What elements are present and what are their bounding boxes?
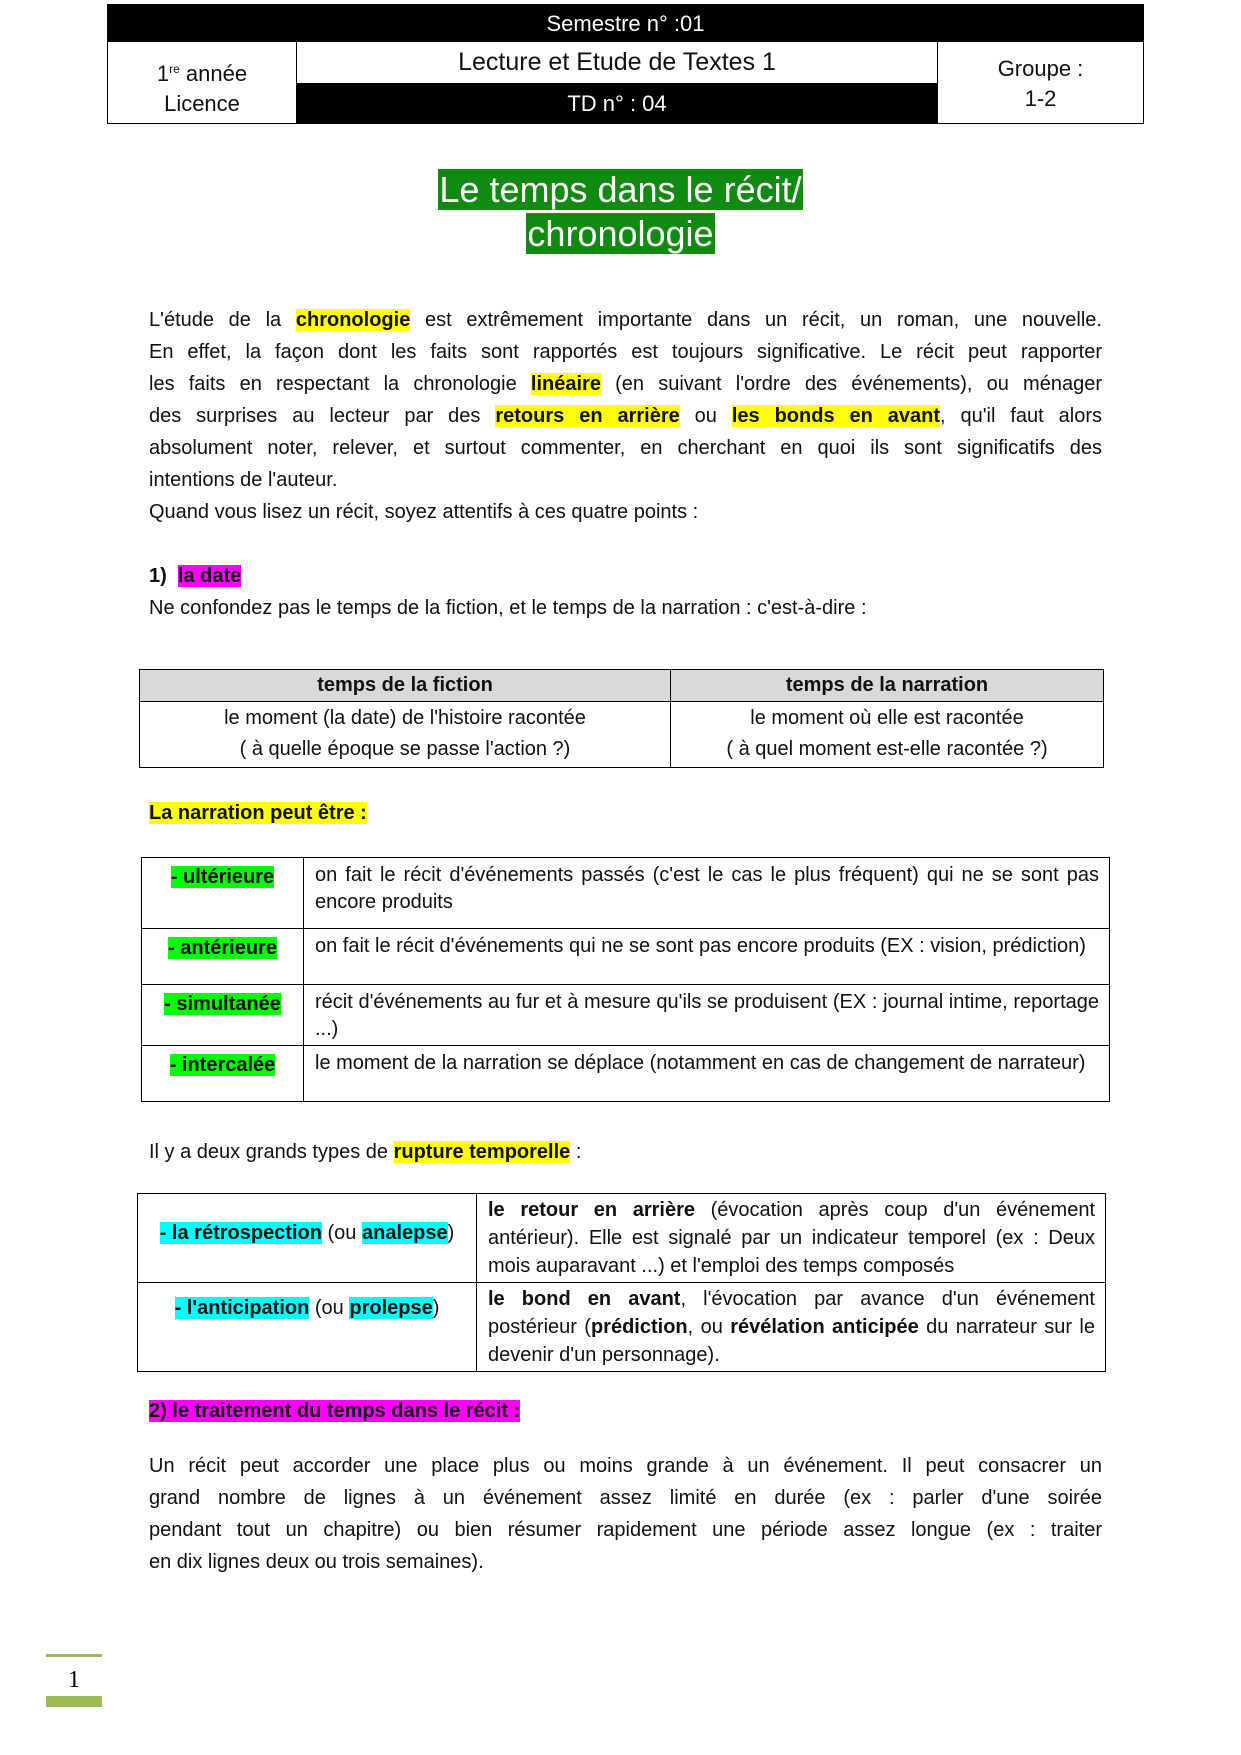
- narration-type: - simultanée: [142, 985, 304, 1046]
- highlight-retours: retours en arrière: [495, 405, 680, 427]
- narration-type: - ultérieure: [142, 858, 304, 929]
- narration-desc: le moment de la narration se déplace (notamment en cas de changement de narrateur): [304, 1046, 1110, 1102]
- table-row: [138, 1283, 1106, 1372]
- page-number-rule-top: [46, 1654, 102, 1657]
- narration-desc: récit d'événements au fur et à mesure qu'ils se produisent (EX : journal intime, reportage ...): [304, 985, 1110, 1046]
- section-1-heading: 1) la date: [149, 565, 242, 587]
- header-table: [107, 4, 1144, 124]
- table-row: [142, 858, 1110, 929]
- table-cell: le moment où elle est racontée ( à quel moment est-elle racontée ?): [671, 702, 1104, 768]
- table-row: [142, 985, 1110, 1046]
- title-line-1: Le temps dans le récit/: [439, 169, 802, 210]
- rupture-intro: Il y a deux grands types de rupture temporelle :: [149, 1141, 582, 1163]
- table-header-row: [140, 670, 1104, 702]
- section-1-text: Ne confondez pas le temps de la fiction, et le temps de la narration : c'est-à-dire :: [149, 597, 867, 619]
- rupture-table: [137, 1193, 1106, 1372]
- narration-heading: La narration peut être :: [149, 802, 367, 824]
- table-row: [142, 929, 1110, 985]
- page-number-rule-bottom: [46, 1696, 102, 1707]
- group-cell: [937, 42, 1143, 124]
- table-row: [140, 702, 1104, 768]
- section-1-label: la date: [177, 565, 242, 587]
- level-label: Licence: [164, 91, 240, 116]
- highlight-bonds: les bonds en avant: [731, 405, 940, 427]
- page-title: [0, 168, 1241, 256]
- narration-type: - intercalée: [142, 1046, 304, 1102]
- highlight-chronologie: chronologie: [295, 309, 411, 331]
- course-title: Lecture et Etude de Textes 1: [458, 48, 776, 76]
- table-cell: le moment (la date) de l'histoire racontée ( à quelle époque se passe l'action ?): [140, 702, 671, 768]
- page-number: 1: [68, 1667, 80, 1693]
- narration-desc: on fait le récit d'événements qui ne se sont pas encore produits (EX : vision, prédiction): [304, 929, 1110, 985]
- td-number: TD n° : 04: [297, 83, 937, 124]
- rupture-type: - la rétrospection (ou analepse): [138, 1194, 477, 1283]
- narration-table: [141, 857, 1110, 1102]
- group-label: Groupe :: [997, 56, 1084, 81]
- column-header: temps de la narration: [671, 670, 1104, 702]
- rupture-type: - l'anticipation (ou prolepse): [138, 1283, 477, 1372]
- year-label: 1re année: [156, 61, 248, 86]
- rupture-desc: le bond en avant, l'évocation par avance d'un événement postérieur (prédiction, ou révélation anticipée du narrateur sur le devenir d'un personnage).: [477, 1283, 1106, 1372]
- section-2-paragraph: Un récit peut accorder une place plus ou moins grande à un événement. Il peut consacrer un grand nombre de lignes à un événement assez limité en durée (ex : parler d'une soirée pendant tout un chapitre) ou bien résumer rapidement une période assez longue (ex : traiter en dix lignes deux ou trois semaines).: [149, 1455, 1102, 1573]
- highlight-lineaire: linéaire: [530, 373, 601, 395]
- section-2-heading: 2) le traitement du temps dans le récit :: [149, 1400, 521, 1422]
- table-row: [142, 1046, 1110, 1102]
- highlight-rupture: rupture temporelle: [393, 1141, 571, 1163]
- rupture-desc: le retour en arrière (évocation après coup d'un événement antérieur). Elle est signalé par un indicateur temporel (ex : Deux mois auparavant ...) et l'emploi des temps composés: [477, 1194, 1106, 1283]
- semester-label: Semestre n° :01: [108, 5, 1143, 42]
- column-header: temps de la fiction: [140, 670, 671, 702]
- narration-type: - antérieure: [142, 929, 304, 985]
- group-value: 1-2: [1024, 86, 1057, 111]
- narration-desc: on fait le récit d'événements passés (c'est le cas le plus fréquent) qui ne se sont pas encore produits: [304, 858, 1110, 929]
- table-row: [138, 1194, 1106, 1283]
- time-table: [139, 669, 1104, 768]
- title-line-2: chronologie: [527, 213, 714, 254]
- intro-paragraph: L'étude de la chronologie est extrêmement importante dans un récit, un roman, une nouvelle. En effet, la façon dont les faits sont rapportés est toujours significative. Le récit peut rapporter les faits en respectant la chronologie linéaire (en suivant l'ordre des événements), ou ménager des surprises au lecteur par des retours en arrière ou les bonds en avant, qu'il faut alors absolument noter, relever, et surtout commenter, en cherchant en quoi ils sont significatifs des intentions de l'auteur. Quand vous lisez un récit, soyez attentifs à ces quatre points :: [149, 309, 1102, 523]
- year-level-cell: [108, 42, 297, 124]
